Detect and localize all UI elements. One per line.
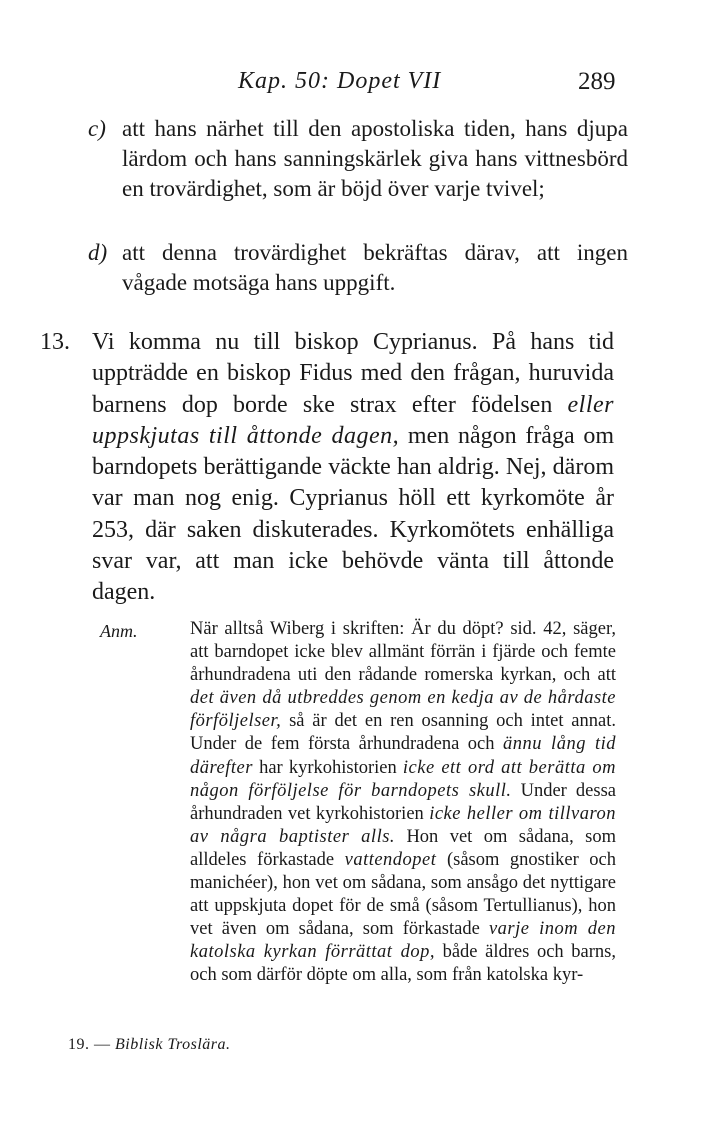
signature-mark: 19. — xyxy=(68,1036,111,1053)
note-emphasis-1: det även då utbreddes genom en kedja av de hårdaste förföljelser, xyxy=(190,688,616,732)
item-text-d: att denna trovärdighet bekräftas därav, att ingen vågade motsäga hans uppgift. xyxy=(122,240,628,295)
note-text-5: Hon vet om sådana, som alldeles förkastade xyxy=(190,826,616,870)
note-text-2: så är det en ren osanning och intet annat. Under de fem första århundradena och xyxy=(190,711,616,755)
item-label-d: d) xyxy=(88,240,108,265)
paragraph-emphasis: eller uppskjutas till åttonde dagen, xyxy=(92,391,614,449)
note-text-3: har kyrkohistorien xyxy=(252,757,403,778)
footnote-annotation xyxy=(190,618,616,988)
item-label-c: c) xyxy=(88,116,106,141)
note-text-7: både äldres och barns, och som därför döpte om alla, som från katolska kyr- xyxy=(190,942,616,986)
paragraph-13 xyxy=(92,327,614,609)
note-emphasis-4: icke heller om tillvaron av några baptister alls. xyxy=(190,803,616,847)
note-text-1: När alltså Wiberg i skriften: Är du döpt? sid. 42, säger, att barndopet icke blev allmänt förrän i fjärde och femte århundradena uti den rådande romerska kyrkan, och att xyxy=(190,619,616,686)
running-head: Kap. 50: Dopet VII xyxy=(238,68,442,94)
list-item-d xyxy=(88,238,628,298)
paragraph-text-1: Vi komma nu till biskop Cyprianus. På hans tid uppträdde en biskop Fidus med den frågan, huruvida barnens dop borde ske strax efter födelsen xyxy=(92,329,614,418)
page-header xyxy=(0,68,728,108)
footer-title: Biblisk Troslära. xyxy=(115,1036,231,1053)
paragraph-number: 13. xyxy=(40,329,70,355)
note-emphasis-3: icke ett ord att berätta om någon förföljelse för barndopets skull. xyxy=(190,757,616,801)
page-number: 289 xyxy=(578,68,616,95)
note-emphasis-5: vattendopet xyxy=(344,849,437,870)
item-text-c: att hans närhet till den apostoliska tiden, hans djupa lärdom och hans sanningskärlek giva hans vittnesbörd en trovärdighet, som är böjd över varje tvivel; xyxy=(122,116,628,201)
list-item-c xyxy=(88,114,628,204)
note-emphasis-2: ännu lång tid därefter xyxy=(190,734,616,778)
note-label: Anm. xyxy=(100,621,138,641)
note-text-6: (såsom gnostiker och manichéer), hon vet om sådana, som ansågo det nyttigare att uppskjuta dopet för de små (såsom Tertullianus), hon vet även om sådana, som förkastade xyxy=(190,849,616,940)
note-emphasis-6: varje inom den katolska kyrkan förrättat dop, xyxy=(190,919,616,963)
paragraph-text-2: men någon fråga om barndopets berättigande väckte han aldrig. Nej, därom var man nog enig. Cyprianus höll ett kyrkomöte år 253, där saken diskuterades. Kyrkomötets enhälliga svar var, att man icke behövde vänta till åttonde dagen. xyxy=(92,422,615,606)
page-footer xyxy=(68,1036,230,1054)
note-text-4: Under dessa århundraden vet kyrkohistorien xyxy=(190,780,616,824)
